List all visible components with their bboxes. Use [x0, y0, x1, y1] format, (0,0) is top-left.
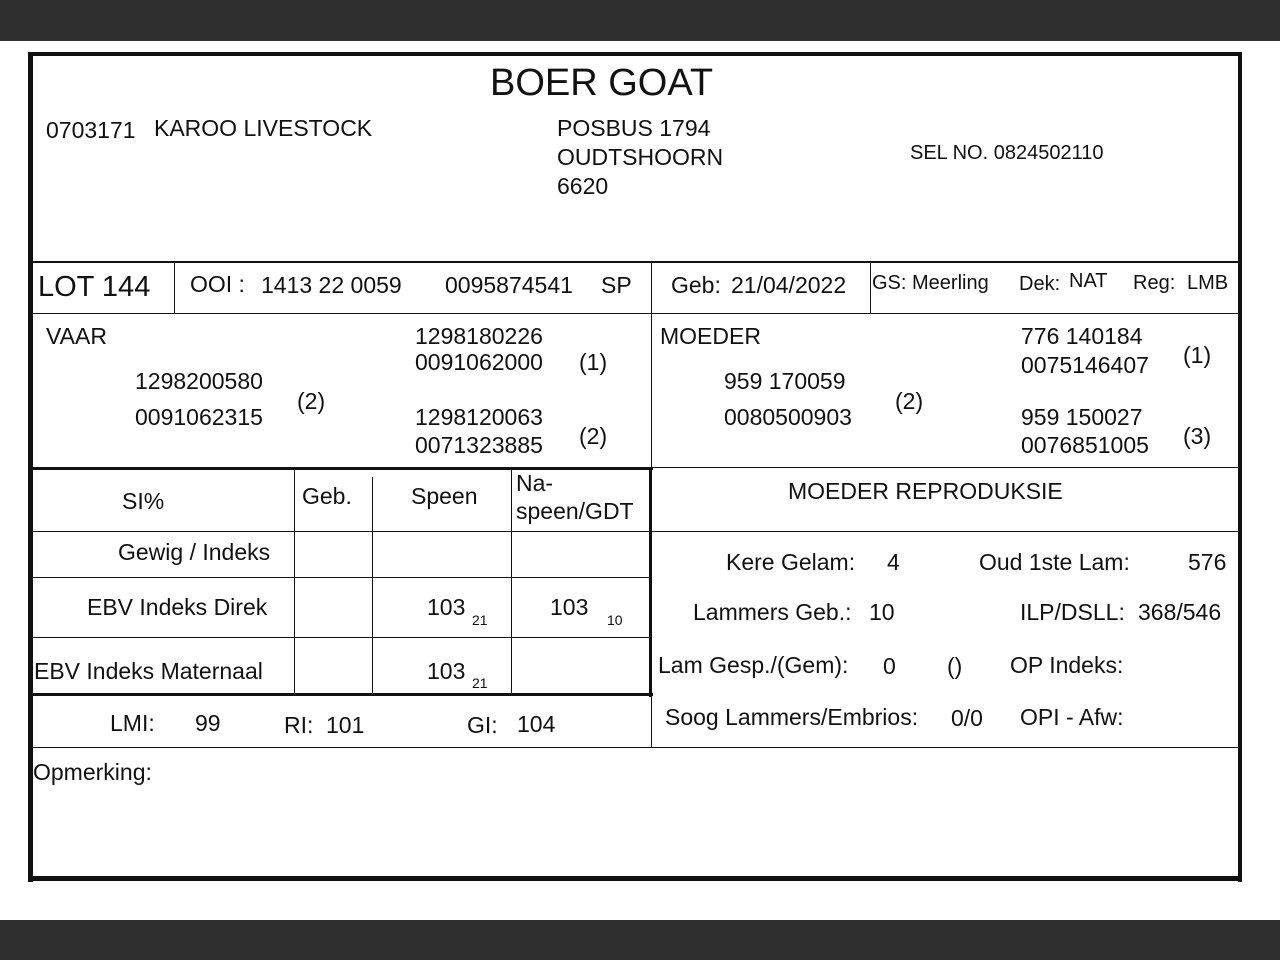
page-title: BOER GOAT: [490, 62, 714, 104]
paternal-grandsire-count: (1): [579, 349, 608, 375]
paternal-granddam-reg: 0071323885: [415, 432, 543, 458]
si-table-right-border: [649, 467, 652, 697]
opmerking-label: Opmerking:: [33, 759, 152, 785]
op-indeks-label: OP Indeks:: [1010, 652, 1124, 678]
maternaal-speen-value: 103: [427, 658, 466, 684]
paternal-granddam-id: 1298120063: [415, 404, 543, 430]
maternal-grandsire-count: (1): [1183, 342, 1212, 368]
paternal-grandsire-id: 1298180226: [415, 323, 543, 349]
dam-count: (2): [895, 388, 924, 414]
lam-gesp-value: 0: [883, 653, 896, 679]
col-naspeen-header-2: speen/GDT: [516, 498, 634, 524]
soog-lammers-value: 0/0: [951, 705, 983, 731]
maternal-grandsire-id: 776 140184: [1021, 323, 1143, 349]
ri-label: RI:: [284, 712, 314, 738]
si-table-top-border: [33, 467, 653, 470]
maternaal-speen-subscript: 21: [472, 675, 488, 691]
geb-divider: [870, 262, 871, 314]
col-geb-header: Geb.: [302, 483, 352, 509]
dek-value: NAT: [1069, 270, 1108, 292]
gi-value: 104: [517, 711, 556, 737]
lot-row-bottom-line: [33, 313, 1240, 314]
si-header: SI%: [122, 488, 165, 514]
sire-id: 1298200580: [135, 368, 263, 394]
oud-lam-label: Oud 1ste Lam:: [979, 549, 1130, 575]
frame-bottom-border: [28, 876, 1242, 881]
gi-label: GI:: [467, 712, 498, 738]
moeder-label: MOEDER: [660, 323, 761, 349]
direk-naspeen-value: 103: [550, 594, 589, 620]
ilp-dsll-value: 368/546: [1138, 599, 1222, 625]
kere-gelam-value: 4: [887, 549, 900, 575]
geb-label: Geb:: [671, 272, 721, 298]
repro-title: MOEDER REPRODUKSIE: [788, 478, 1063, 504]
repro-top-line: [652, 467, 1240, 468]
maternal-grandsire-reg: 0075146407: [1021, 352, 1149, 378]
maternal-granddam-count: (3): [1183, 423, 1212, 449]
lot-divider: [174, 262, 175, 314]
index-row-bottom-line: [33, 747, 1240, 748]
direk-speen-subscript: 21: [472, 612, 488, 628]
maternal-granddam-reg: 0076851005: [1021, 432, 1149, 458]
lmi-label: LMI:: [110, 710, 155, 736]
ooi-suffix: SP: [601, 272, 632, 298]
direk-naspeen-subscript: 10: [607, 612, 623, 628]
si-row-2-bottom-line: [33, 637, 651, 638]
sel-number: SEL NO. 0824502110: [910, 142, 1104, 164]
si-col-divider-2: [372, 477, 373, 695]
paternal-grandsire-reg: 0091062000: [415, 349, 543, 375]
si-header-bottom-line: [33, 531, 1240, 532]
lot-row-top-line: [33, 261, 1240, 263]
ooi-divider: [651, 262, 652, 314]
frame-top-border: [30, 52, 1242, 56]
ooi-reg: 0095874541: [445, 272, 573, 298]
lammers-geb-label: Lammers Geb.:: [693, 599, 852, 625]
vaar-label: VAAR: [46, 323, 107, 349]
gs-value: GS: Meerling: [872, 272, 989, 294]
si-col-divider-3: [511, 469, 512, 695]
breeder-name: KAROO LIVESTOCK: [154, 115, 373, 141]
row-direk-label: EBV Indeks Direk: [87, 594, 268, 620]
reg-value: LMB: [1187, 272, 1229, 294]
row-maternaal-label: EBV Indeks Maternaal: [34, 658, 263, 684]
si-table-bottom-border: [33, 693, 653, 696]
lam-gesp-label: Lam Gesp./(Gem):: [658, 652, 849, 678]
kere-gelam-label: Kere Gelam:: [726, 549, 856, 575]
direk-speen-value: 103: [427, 594, 466, 620]
postal-code: 6620: [557, 173, 609, 199]
sire-reg: 0091062315: [135, 404, 263, 430]
paternal-granddam-count: (2): [579, 423, 608, 449]
lot-label: LOT 144: [38, 271, 151, 303]
soog-lammers-label: Soog Lammers/Embrios:: [665, 704, 919, 730]
col-naspeen-header-1: Na-: [516, 470, 554, 496]
si-row-1-bottom-line: [33, 577, 651, 578]
reg-label: Reg:: [1133, 272, 1176, 294]
ilp-dsll-label: ILP/DSLL:: [1020, 599, 1125, 625]
oud-lam-value: 576: [1188, 549, 1227, 575]
address-line-1: POSBUS 1794: [557, 115, 711, 141]
ri-value: 101: [326, 712, 365, 738]
lam-gesp-avg: (): [947, 653, 963, 679]
lammers-geb-value: 10: [869, 599, 895, 625]
address-line-2: OUDTSHOORN: [557, 144, 724, 170]
si-col-divider-1: [294, 469, 295, 695]
sire-count: (2): [297, 388, 326, 414]
dam-reg: 0080500903: [724, 404, 852, 430]
maternal-granddam-id: 959 150027: [1021, 404, 1143, 430]
dek-label: Dek:: [1019, 273, 1061, 295]
col-speen-header: Speen: [411, 483, 478, 509]
geb-date: 21/04/2022: [731, 272, 847, 298]
ooi-id: 1413 22 0059: [261, 272, 402, 298]
row-gewig-label: Gewig / Indeks: [118, 539, 271, 565]
ooi-label: OOI :: [190, 271, 245, 297]
dam-id: 959 170059: [724, 368, 846, 394]
opi-afw-label: OPI - Afw:: [1020, 704, 1124, 730]
lmi-value: 99: [195, 710, 221, 736]
breeder-code: 0703171: [46, 117, 136, 143]
